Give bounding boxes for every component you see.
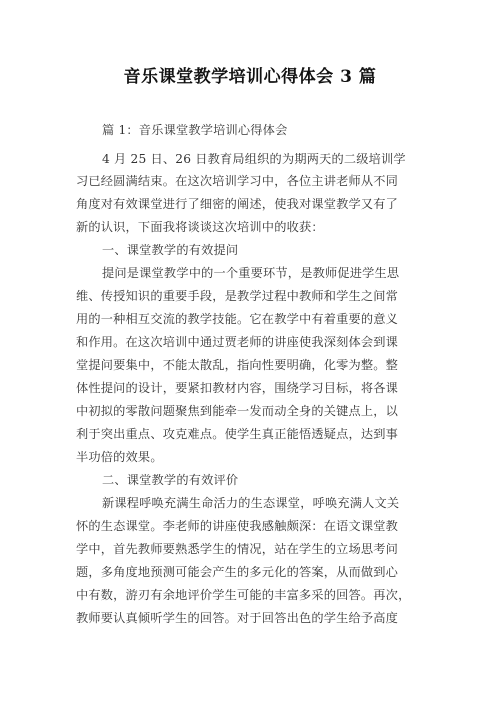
paragraph-line: 和作用。在这次培训中通过贾老师的讲座使我深刻体会到课 [76, 335, 399, 349]
paragraph-line: 学中，首先教师要熟悉学生的情况，站在学生的立场思考问 [76, 542, 399, 556]
section-heading: 篇 1：音乐课堂教学培训心得体会 [102, 123, 288, 137]
subheading: 一、课堂教学的有效提问 [102, 243, 239, 257]
paragraph-line: 堂提问要集中，不能太散乱，指向性要明确，化零为整。整 [76, 358, 399, 372]
paragraph-line: 半功倍的效果。 [76, 450, 163, 464]
paragraph-line: 怀的生态课堂。李老师的讲座使我感触颇深：在语文课堂教 [76, 519, 399, 533]
subheading: 二、课堂教学的有效评价 [102, 473, 239, 487]
paragraph-line: 维、传授知识的重要手段，是教学过程中教师和学生之间常 [76, 289, 399, 303]
document-title: 音乐课堂教学培训心得体会 3 篇 [123, 67, 377, 87]
paragraph-line: 教师要认真倾听学生的回答。对于回答出色的学生给予高度 [76, 611, 399, 625]
paragraph-line: 体性提问的设计，要紧扣教材内容，围绕学习目标，将各课 [76, 381, 399, 395]
paragraph-line: 角度对有效课堂进行了细密的阐述，使我对课堂教学又有了 [76, 197, 399, 211]
paragraph-line: 中初拟的零散问题聚焦到能牵一发而动全身的关键点上，以 [76, 404, 399, 418]
paragraph-line: 提问是课堂教学中的一个重要环节，是教师促进学生思 [102, 266, 400, 280]
paragraph-line: 4 月 25 日、26 日教育局组织的为期两天的二级培训学 [102, 152, 406, 166]
paragraph-line: 用的一种相互交流的教学技能。它在教学中有着重要的意义 [76, 312, 399, 326]
paragraph-line: 利于突出重点、攻克难点。使学生真正能悟透疑点，达到事 [76, 427, 399, 441]
paragraph-line: 新的认识，下面我将谈谈这次培训中的收获： [76, 220, 324, 234]
paragraph-line: 新课程呼唤充满生命活力的生态课堂，呼唤充满人文关 [102, 496, 400, 510]
paragraph-line: 中有数，游刃有余地评价学生可能的丰富多采的回答。再次， [76, 588, 411, 602]
paragraph-line: 习已经圆满结束。在这次培训学习中，各位主讲老师从不同 [76, 174, 399, 188]
paragraph-line: 题，多角度地预测可能会产生的多元化的答案，从而做到心 [76, 565, 399, 579]
